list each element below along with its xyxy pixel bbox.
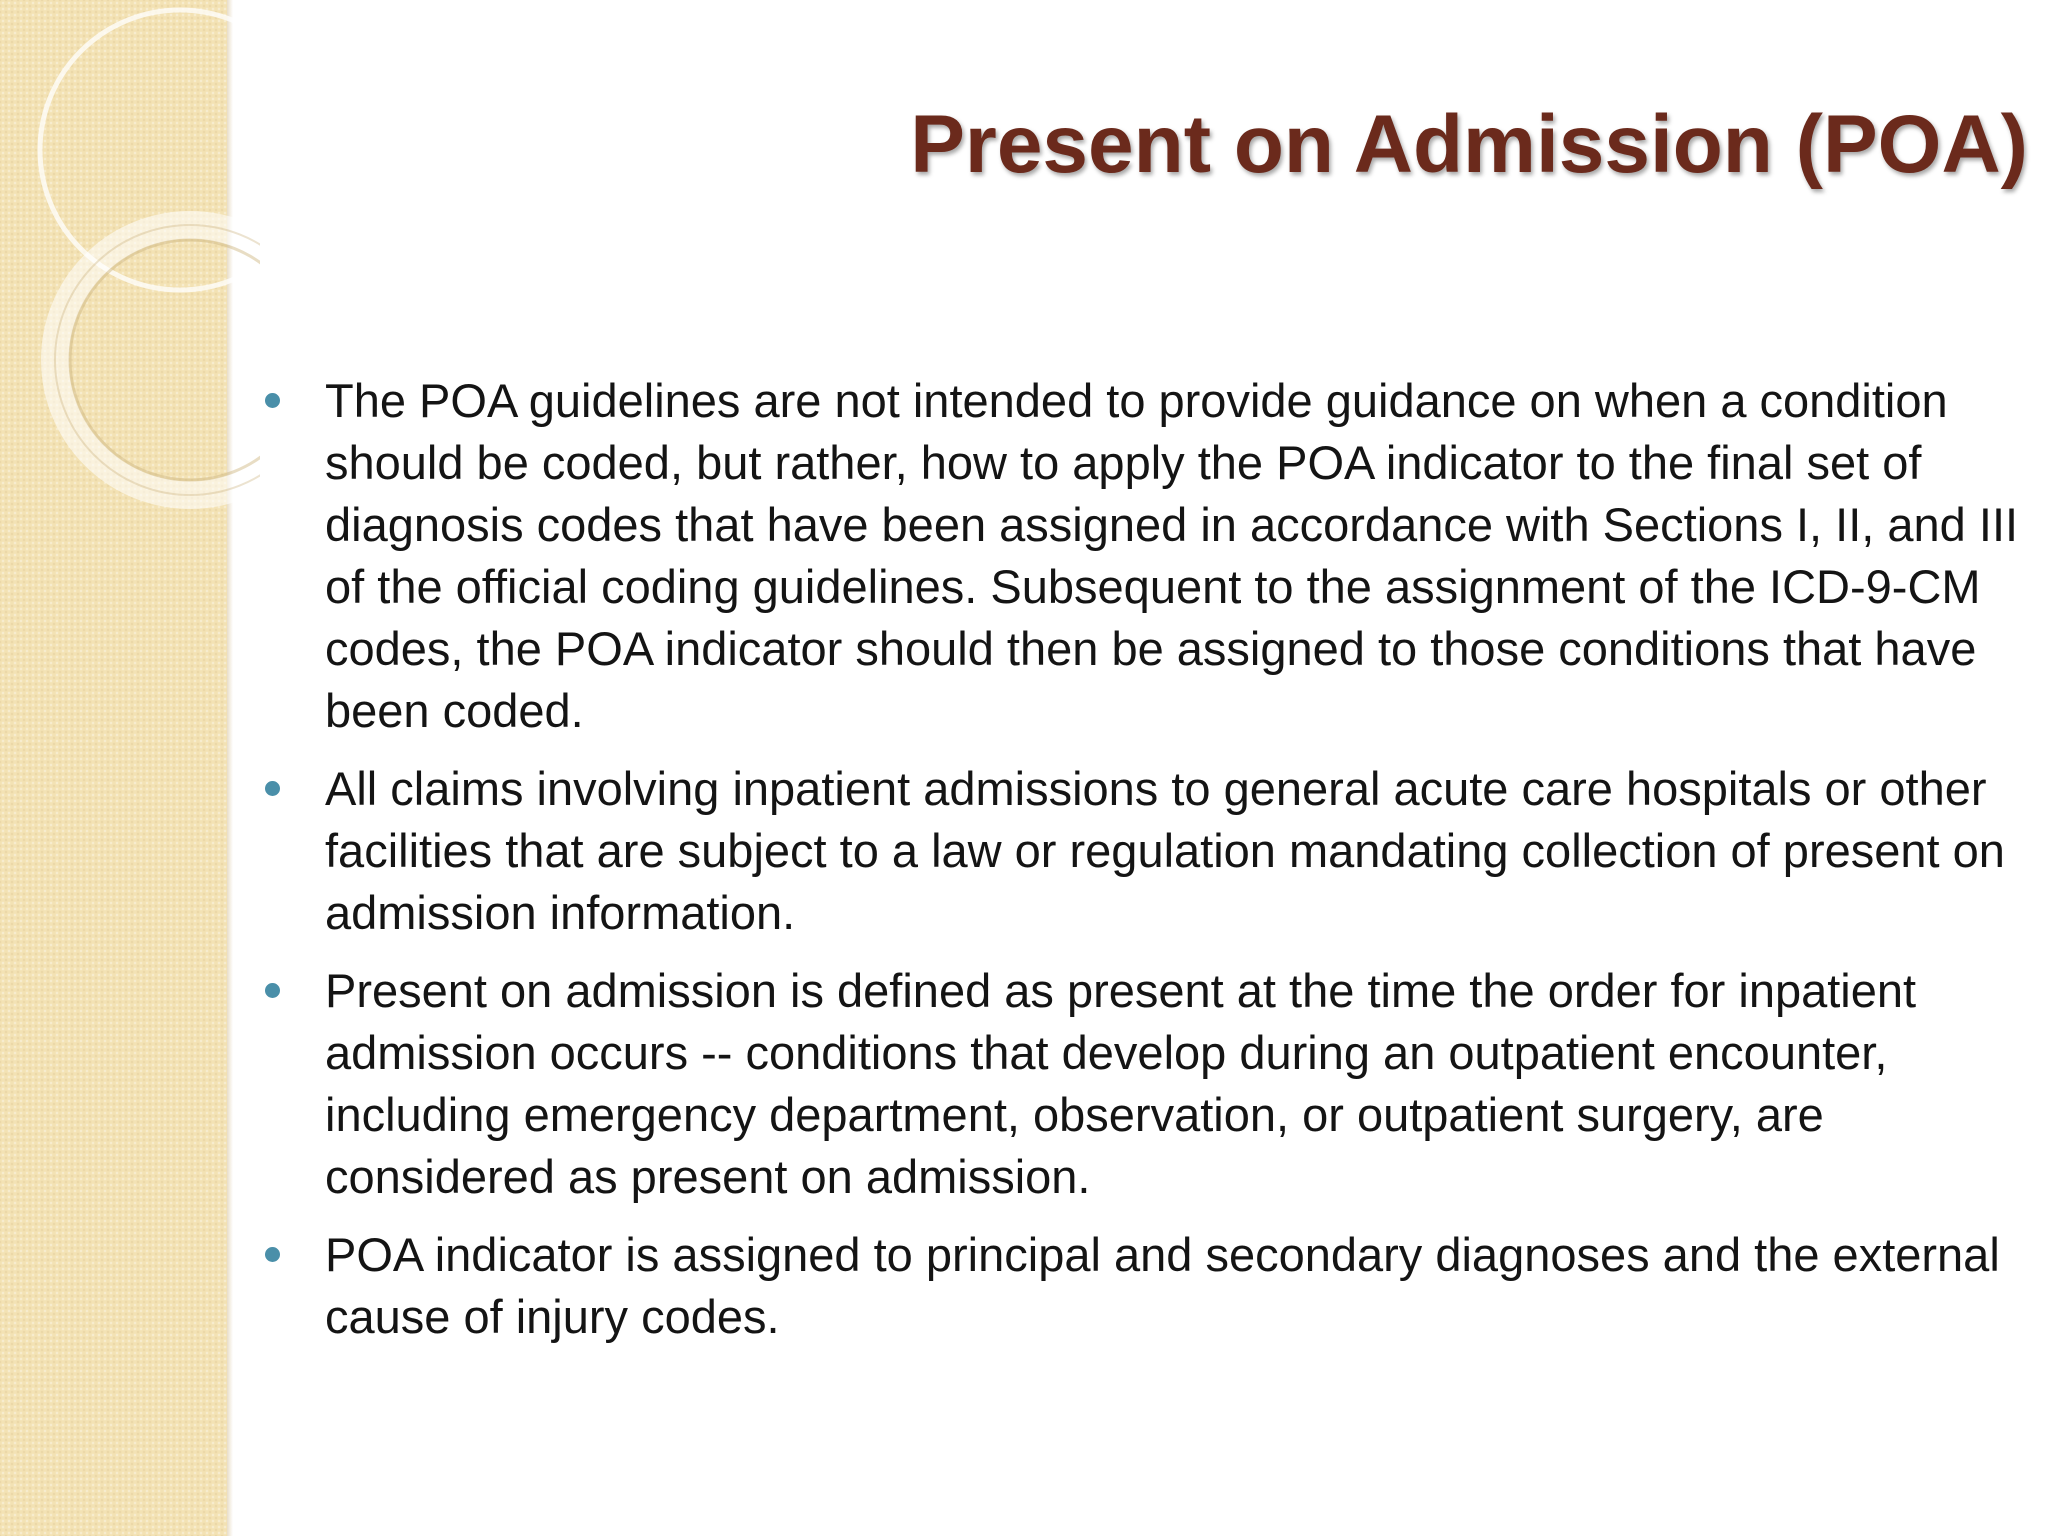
bullet-text: All claims involving inpatient admissions to general acute care hospitals or other facilities that are subject to a law or regulation mandating collection of present on admission information.: [325, 762, 2005, 939]
bullet-text: POA indicator is assigned to principal and secondary diagnoses and the external cause of injury codes.: [325, 1228, 2000, 1343]
bullet-item: [265, 1224, 2025, 1348]
bullet-dot-icon: [265, 393, 280, 408]
slide-title: Present on Admission (POA): [910, 99, 2028, 190]
bullet-item: [265, 758, 2025, 944]
bullet-dot-icon: [265, 983, 280, 998]
bullet-list: [265, 370, 2025, 1364]
decorative-rings: [0, 0, 260, 560]
bullet-item: [265, 370, 2025, 742]
bullet-text: The POA guidelines are not intended to provide guidance on when a condition should be coded, but rather, how to apply the POA indicator to the final set of diagnosis codes that have been assigned in accordance with Sections I, II, and III of the official coding guidelines. Subsequent to the assignment of the ICD-9-CM codes, the POA indicator should then be assigned to those conditions that have been coded.: [325, 374, 2019, 737]
bullet-item: [265, 960, 2025, 1208]
bullet-text: Present on admission is defined as present at the time the order for inpatient admission occurs -- conditions that develop during an outpatient encounter, including emergency department, observation, or outpatient surgery, are considered as present on admission.: [325, 964, 1917, 1203]
bullet-dot-icon: [265, 1247, 280, 1262]
ring-thick: [55, 225, 260, 495]
bullet-dot-icon: [265, 781, 280, 796]
